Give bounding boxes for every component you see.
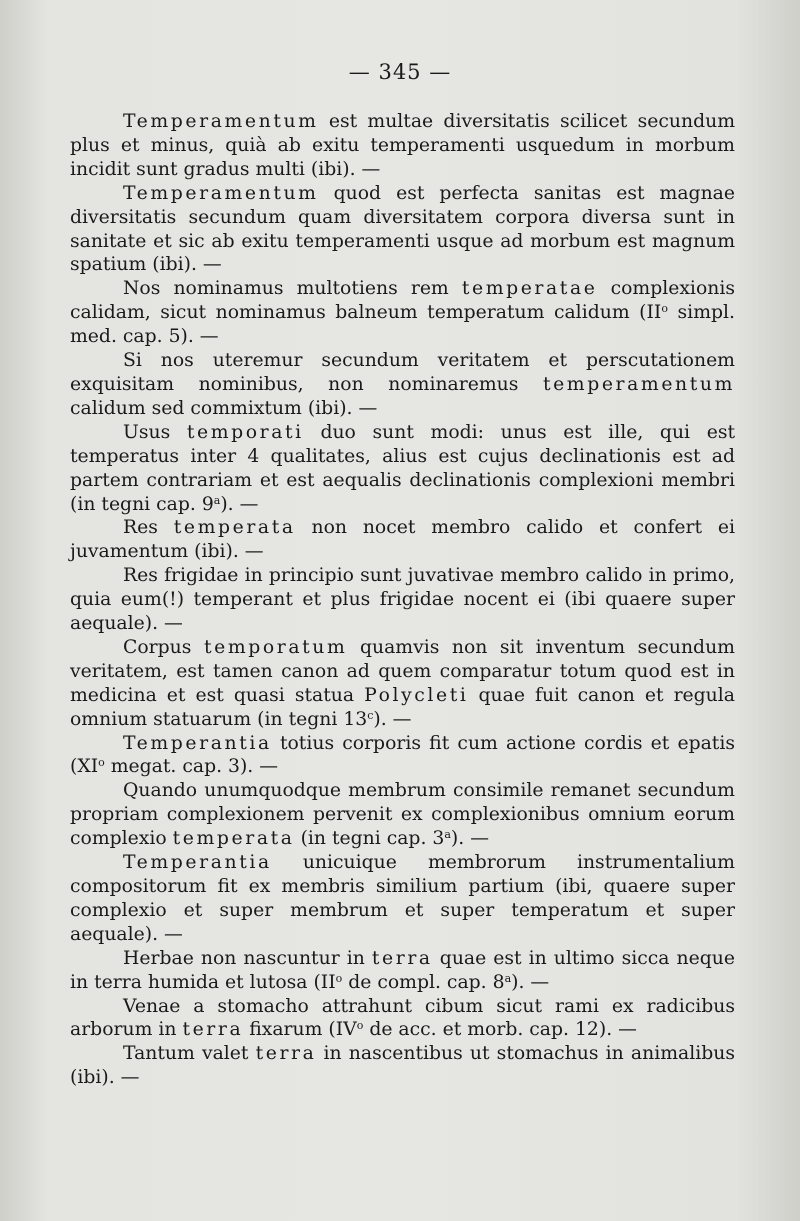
paragraph: Herbae non nascuntur in terra quae est in ultimo sicca neque in terra humida et lutosa ($II^o$ de compl. cap. 8$^a$). — [70, 947, 735, 993]
page-number: — 345 — [348, 60, 452, 84]
paragraph: Temperantia totius corporis fit cum actione cordis et epatis ($XI^o$ megat. cap. 3). — [70, 732, 735, 778]
paragraph: Usus temporati duo sunt modi: unus est ille, qui est temperatus inter 4 qualitates, alius est cujus declinationis est ad partem contrariam et est aequalis declinationis complexioni membri (in tegni cap. 9$^a$). — [70, 421, 736, 515]
spaced-term: Temperantia [123, 852, 272, 874]
spaced-term: temporati [186, 421, 304, 443]
paragraph: Tantum valet terra in nascentibus ut stomachus in animalibus (ibi). — [70, 1043, 735, 1089]
spaced-term: temporatum [203, 636, 348, 658]
spaced-term: temperata [173, 517, 296, 539]
paragraph: Quando unumquodque membrum consimile remanet secundum propriam complexionem pervenit ex complexionibus omnium eorum complexio temperata (in tegni cap. 3$^a$). — [70, 780, 735, 850]
spaced-term: Temperamentum [123, 182, 319, 204]
paragraph: Corpus temporatum quamvis non sit inventum secundum veritatem, est tamen canon ad quem comparatur totum quod est in medicina et est quasi statua Polycleti quae fuit canon et regula omnium statuarum (in tegni 13$^c$). — [70, 636, 735, 730]
spaced-term: temperata [172, 828, 295, 850]
spaced-term: terra [371, 947, 433, 969]
spaced-term: Temperantia [123, 732, 272, 754]
page-body [70, 110, 735, 1090]
paragraph: Res temperata non nocet membro calido et confert ei juvamentum (ibi). — [70, 517, 735, 563]
spaced-term: Polycleti [364, 684, 469, 706]
paragraph: Res frigidae in principio sunt juvativae membro calido in primo, quia eum(!) temperant et plus frigidae nocent ei (ibi quaere super aequale). — [70, 565, 735, 635]
spaced-term: terra [182, 1019, 244, 1041]
spaced-term: temperatae [461, 278, 598, 300]
paragraph: Si nos uteremur secundum veritatem et perscutationem exquisitam nominibus, non nominaremus temperamentum calidum sed commixtum (ibi). — [70, 350, 735, 419]
spaced-term: Temperamentum [123, 111, 319, 132]
paragraph: Nos nominamus multotiens rem temperatae complexionis calidam, sicut nominamus balneum temperatum calidum ($II^o$ simpl. med. cap. 5). — [70, 278, 735, 348]
spaced-term: temperamentum [542, 373, 735, 395]
paragraph: Temperamentum quod est perfecta sanitas est magnae diversitatis secundum quam diversitatem corpora diversa sunt in sanitate et sic ab exitu temperamenti usque ad morbum est magnum spatium (ibi). — [70, 182, 735, 276]
spaced-term: terra [255, 1043, 317, 1065]
paragraph: Temperamentum est multae diversitatis scilicet secundum plus et minus, quià ab exitu temperamenti usquedum in morbum incidit sunt gradus multi (ibi). — [70, 111, 735, 180]
paragraph: Venae a stomacho attrahunt cibum sicut rami ex radicibus arborum in terra fixarum ($IV^o$ de acc. et morb. cap. 12). — [70, 995, 735, 1041]
paragraph: Temperantia unicuique membrorum instrumentalium compositorum fit ex membris similium partium (ibi, quaere super complexio et super membrum et super temperatum et super aequale). — [70, 852, 735, 945]
